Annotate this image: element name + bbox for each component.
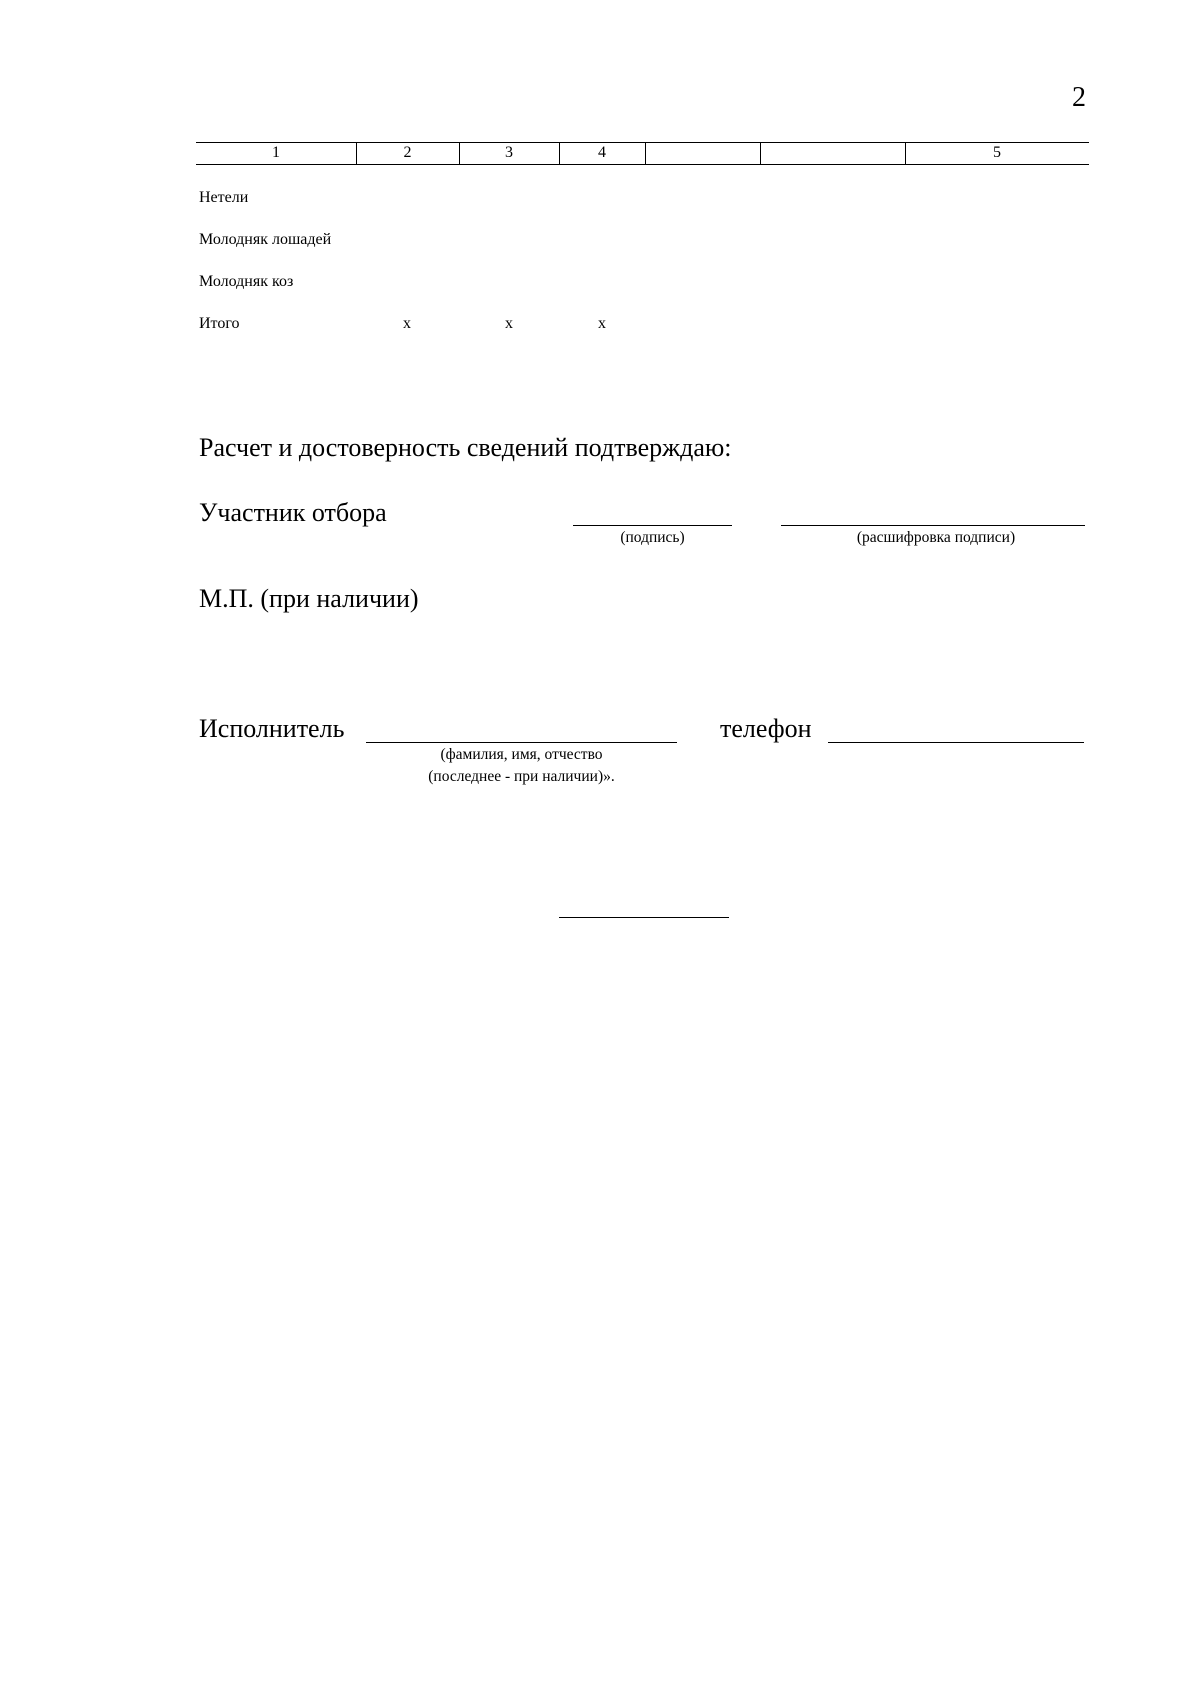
participant-label: Участник отбора — [199, 498, 387, 527]
phone-line — [828, 742, 1084, 743]
row-label: Молодняк лошадей — [199, 231, 332, 248]
table-top-border — [196, 142, 1089, 143]
column-number-3: 3 — [505, 144, 513, 161]
signature-line — [573, 525, 732, 526]
table-bottom-border — [196, 164, 1089, 165]
signature-decoding-caption: (расшифровка подписи) — [856, 529, 1016, 546]
confirmation-text: Расчет и достоверность сведений подтверждаю: — [199, 433, 732, 462]
phone-label: телефон — [720, 714, 812, 743]
end-separator — [559, 917, 729, 918]
table-cell: х — [505, 315, 513, 332]
signature-caption: (подпись) — [620, 529, 685, 546]
column-number-4: 4 — [598, 144, 606, 161]
column-divider — [645, 142, 646, 164]
column-number-1: 1 — [272, 144, 280, 161]
executor-label: Исполнитель — [199, 714, 345, 743]
column-divider — [760, 142, 761, 164]
column-number-5: 5 — [993, 144, 1001, 161]
row-label: Нетели — [199, 189, 249, 206]
row-label: Молодняк коз — [199, 273, 294, 290]
seal-label: М.П. (при наличии) — [199, 584, 419, 613]
executor-name-line — [366, 742, 677, 743]
column-number-2: 2 — [403, 144, 412, 161]
table-cell: х — [598, 315, 606, 332]
page-number: 2 — [1072, 82, 1086, 113]
signature-decoding-line — [781, 525, 1085, 526]
executor-caption-line1: (фамилия, имя, отчество — [440, 746, 603, 763]
executor-caption-line2: (последнее - при наличии)». — [428, 768, 615, 785]
table-cell: х — [403, 315, 411, 332]
row-label: Итого — [199, 315, 240, 332]
